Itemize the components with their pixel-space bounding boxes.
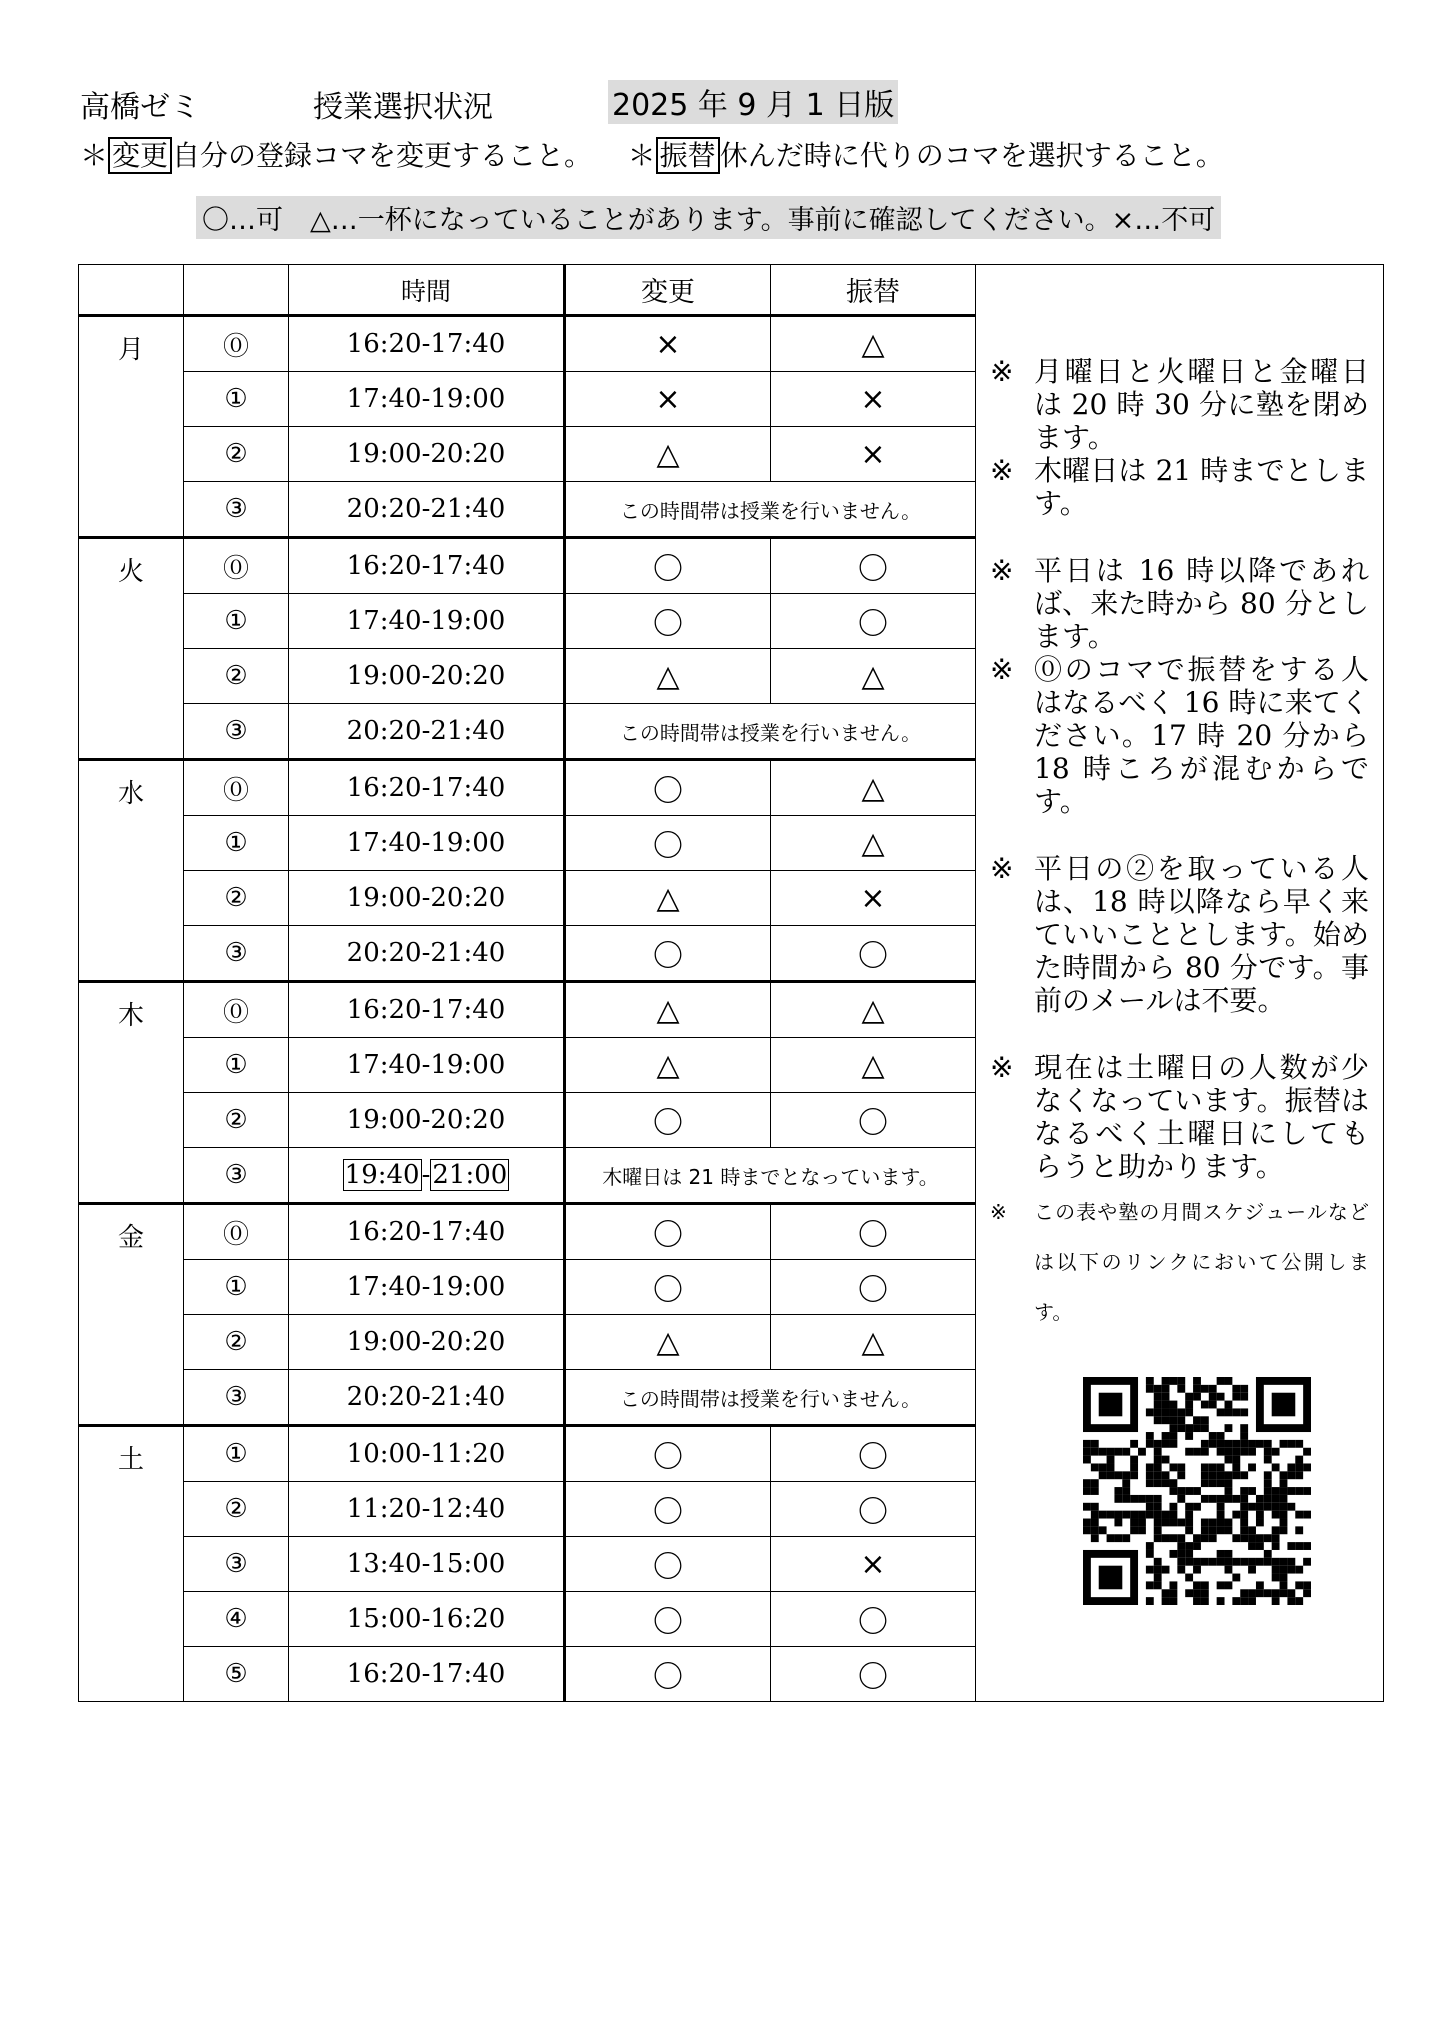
period-time: 20:20-21:40 (289, 926, 565, 982)
transfer-status: 〇 (771, 594, 976, 649)
note-text: 月曜日と火曜日と金曜日は 20 時 30 分に塾を閉めます。 (1034, 355, 1369, 454)
period-number: ③ (184, 482, 289, 538)
transfer-status: △ (771, 1038, 976, 1093)
transfer-status: × (771, 427, 976, 482)
key-transfer: 振替 (656, 137, 720, 174)
period-time: 11:20-12:40 (289, 1482, 565, 1537)
change-status: △ (565, 427, 771, 482)
period-time: 20:20-21:40 (289, 704, 565, 760)
transfer-status: 〇 (771, 1260, 976, 1315)
header-time: 時間 (289, 265, 565, 316)
period-time: 19:00-20:20 (289, 1093, 565, 1148)
transfer-status: △ (771, 316, 976, 372)
period-time: 16:20-17:40 (289, 538, 565, 594)
header-transfer: 振替 (771, 265, 976, 316)
instruction-note (80, 134, 1224, 174)
period-number: ⓪ (184, 760, 289, 816)
period-time: 10:00-11:20 (289, 1426, 565, 1482)
note-text: この表や塾の月間スケジュールなどは以下のリンクにおいて公開します。 (1034, 1200, 1369, 1324)
period-number: ① (184, 1426, 289, 1482)
period-time: 16:20-17:40 (289, 316, 565, 372)
change-status: 〇 (565, 926, 771, 982)
period-number: ③ (184, 1537, 289, 1592)
note-mark: ※ (990, 1051, 1014, 1084)
period-number: ② (184, 1482, 289, 1537)
no-class-message: この時間帯は授業を行いません。 (565, 704, 976, 760)
side-note-link (990, 1187, 1369, 1337)
note-text: ⓪のコマで振替をする人はなるべく 16 時に来てください。17 時 20 分から 18 時ころが混むからです。 (1034, 653, 1369, 818)
period-number: ⓪ (184, 316, 289, 372)
side-note (990, 454, 1369, 520)
period-time: 15:00-16:20 (289, 1592, 565, 1647)
period-number: ③ (184, 1148, 289, 1204)
period-number: ② (184, 427, 289, 482)
transfer-status: △ (771, 816, 976, 871)
change-status: △ (565, 871, 771, 926)
period-time: 20:20-21:40 (289, 1370, 565, 1426)
transfer-status: △ (771, 1315, 976, 1370)
change-status: 〇 (565, 538, 771, 594)
period-time: 19:00-20:20 (289, 1315, 565, 1370)
transfer-status: 〇 (771, 1093, 976, 1148)
period-number: ① (184, 1260, 289, 1315)
period-number: ② (184, 871, 289, 926)
page-title: 授業選択状況 (313, 90, 493, 125)
period-number: ④ (184, 1592, 289, 1647)
day-label: 金 (79, 1204, 184, 1426)
day-label: 水 (79, 760, 184, 982)
side-notes (976, 355, 1383, 1611)
note-mark: ※ (990, 653, 1014, 686)
time-start: 19:40 (344, 1160, 420, 1190)
transfer-status: 〇 (771, 1204, 976, 1260)
transfer-status: 〇 (771, 926, 976, 982)
side-note (990, 554, 1369, 653)
bullet: ＊ (80, 139, 109, 172)
period-number: ⓪ (184, 982, 289, 1038)
change-status: × (565, 316, 771, 372)
no-class-message: この時間帯は授業を行いません。 (565, 482, 976, 538)
note-mark: ※ (990, 454, 1014, 487)
schedule-table (78, 264, 1384, 1702)
change-status: 〇 (565, 1482, 771, 1537)
change-status: 〇 (565, 594, 771, 649)
side-note (990, 355, 1369, 454)
page-header (80, 82, 1380, 124)
period-time: 17:40-19:00 (289, 816, 565, 871)
no-class-message: この時間帯は授業を行いません。 (565, 1370, 976, 1426)
period-time: 19:00-20:20 (289, 871, 565, 926)
key-change: 変更 (108, 137, 172, 174)
no-class-message: 木曜日は 21 時までとなっています。 (565, 1148, 976, 1204)
period-number: ① (184, 1038, 289, 1093)
period-time: 16:20-17:40 (289, 982, 565, 1038)
header-day-cell (79, 265, 184, 316)
qr-code-icon[interactable] (1083, 1377, 1311, 1605)
note-mark: ※ (990, 852, 1014, 885)
period-time: 17:40-19:00 (289, 1038, 565, 1093)
period-time: 19:00-20:20 (289, 427, 565, 482)
transfer-status: × (771, 1537, 976, 1592)
side-note (990, 653, 1369, 818)
note-change-text: 自分の登録コマを変更すること。 (172, 139, 593, 172)
period-number: ① (184, 816, 289, 871)
period-number: ③ (184, 1370, 289, 1426)
note-text: 平日は 16 時以降であれば、来た時から 80 分とします。 (1034, 554, 1369, 653)
change-status: △ (565, 982, 771, 1038)
header-change: 変更 (565, 265, 771, 316)
seminar-name: 高橋ゼミ (80, 90, 200, 125)
edition-date: 2025 年 9 月 1 日版 (608, 80, 898, 124)
change-status: 〇 (565, 760, 771, 816)
period-time: 16:20-17:40 (289, 760, 565, 816)
side-note (990, 852, 1369, 1017)
side-note (990, 1051, 1369, 1183)
period-number: ③ (184, 926, 289, 982)
note-text: 平日の②を取っている人は、18 時以降なら早く来ていいこととします。始めた時間から 80 分です。事前のメールは不要。 (1034, 852, 1369, 1017)
change-status: △ (565, 1315, 771, 1370)
period-time: 13:40-15:00 (289, 1537, 565, 1592)
note-transfer-text: 休んだ時に代りのコマを選択すること。 (719, 139, 1224, 172)
change-status: △ (565, 1038, 771, 1093)
change-status: 〇 (565, 1592, 771, 1647)
transfer-status: 〇 (771, 1426, 976, 1482)
period-time: 17:40-19:00 (289, 594, 565, 649)
transfer-status: 〇 (771, 1647, 976, 1702)
change-status: △ (565, 649, 771, 704)
period-number: ① (184, 594, 289, 649)
note-text: 木曜日は 21 時までとします。 (1034, 454, 1369, 520)
table-header-row (79, 265, 1384, 316)
change-status: 〇 (565, 1204, 771, 1260)
change-status: 〇 (565, 1537, 771, 1592)
note-text: 現在は土曜日の人数が少なくなっています。振替はなるべく土曜日にしてもらうと助かります。 (1034, 1051, 1369, 1183)
period-time: 17:40-19:00 (289, 372, 565, 427)
transfer-status: △ (771, 982, 976, 1038)
period-number: ① (184, 372, 289, 427)
period-number: ⓪ (184, 538, 289, 594)
period-time: 17:40-19:00 (289, 1260, 565, 1315)
transfer-status: 〇 (771, 1482, 976, 1537)
period-number: ⑤ (184, 1647, 289, 1702)
transfer-status: × (771, 372, 976, 427)
transfer-status: × (771, 871, 976, 926)
period-number: ② (184, 1093, 289, 1148)
note-mark: ※ (990, 1200, 1007, 1224)
period-time: 16:20-17:40 (289, 1204, 565, 1260)
period-number: ⓪ (184, 1204, 289, 1260)
day-label: 火 (79, 538, 184, 760)
note-mark: ※ (990, 355, 1014, 388)
change-status: 〇 (565, 816, 771, 871)
transfer-status: △ (771, 760, 976, 816)
change-status: 〇 (565, 1426, 771, 1482)
transfer-status: 〇 (771, 538, 976, 594)
change-status: 〇 (565, 1647, 771, 1702)
side-notes-panel (976, 265, 1384, 1702)
bullet: ＊ (627, 139, 656, 172)
note-mark: ※ (990, 554, 1014, 587)
change-status: 〇 (565, 1093, 771, 1148)
period-number: ② (184, 1315, 289, 1370)
period-time: 20:20-21:40 (289, 482, 565, 538)
transfer-status: △ (771, 649, 976, 704)
symbol-legend: 〇…可 △…一杯になっていることがあります。事前に確認してください。×…不可 (196, 196, 1221, 239)
day-label: 木 (79, 982, 184, 1204)
time-dash: - (421, 1160, 431, 1190)
period-number: ③ (184, 704, 289, 760)
header-num-cell (184, 265, 289, 316)
period-time (289, 1148, 565, 1204)
period-time: 16:20-17:40 (289, 1647, 565, 1702)
time-end: 21:00 (432, 1160, 508, 1190)
change-status: 〇 (565, 1260, 771, 1315)
day-label: 土 (79, 1426, 184, 1702)
change-status: × (565, 372, 771, 427)
period-time: 19:00-20:20 (289, 649, 565, 704)
period-number: ② (184, 649, 289, 704)
transfer-status: 〇 (771, 1592, 976, 1647)
day-label: 月 (79, 316, 184, 538)
